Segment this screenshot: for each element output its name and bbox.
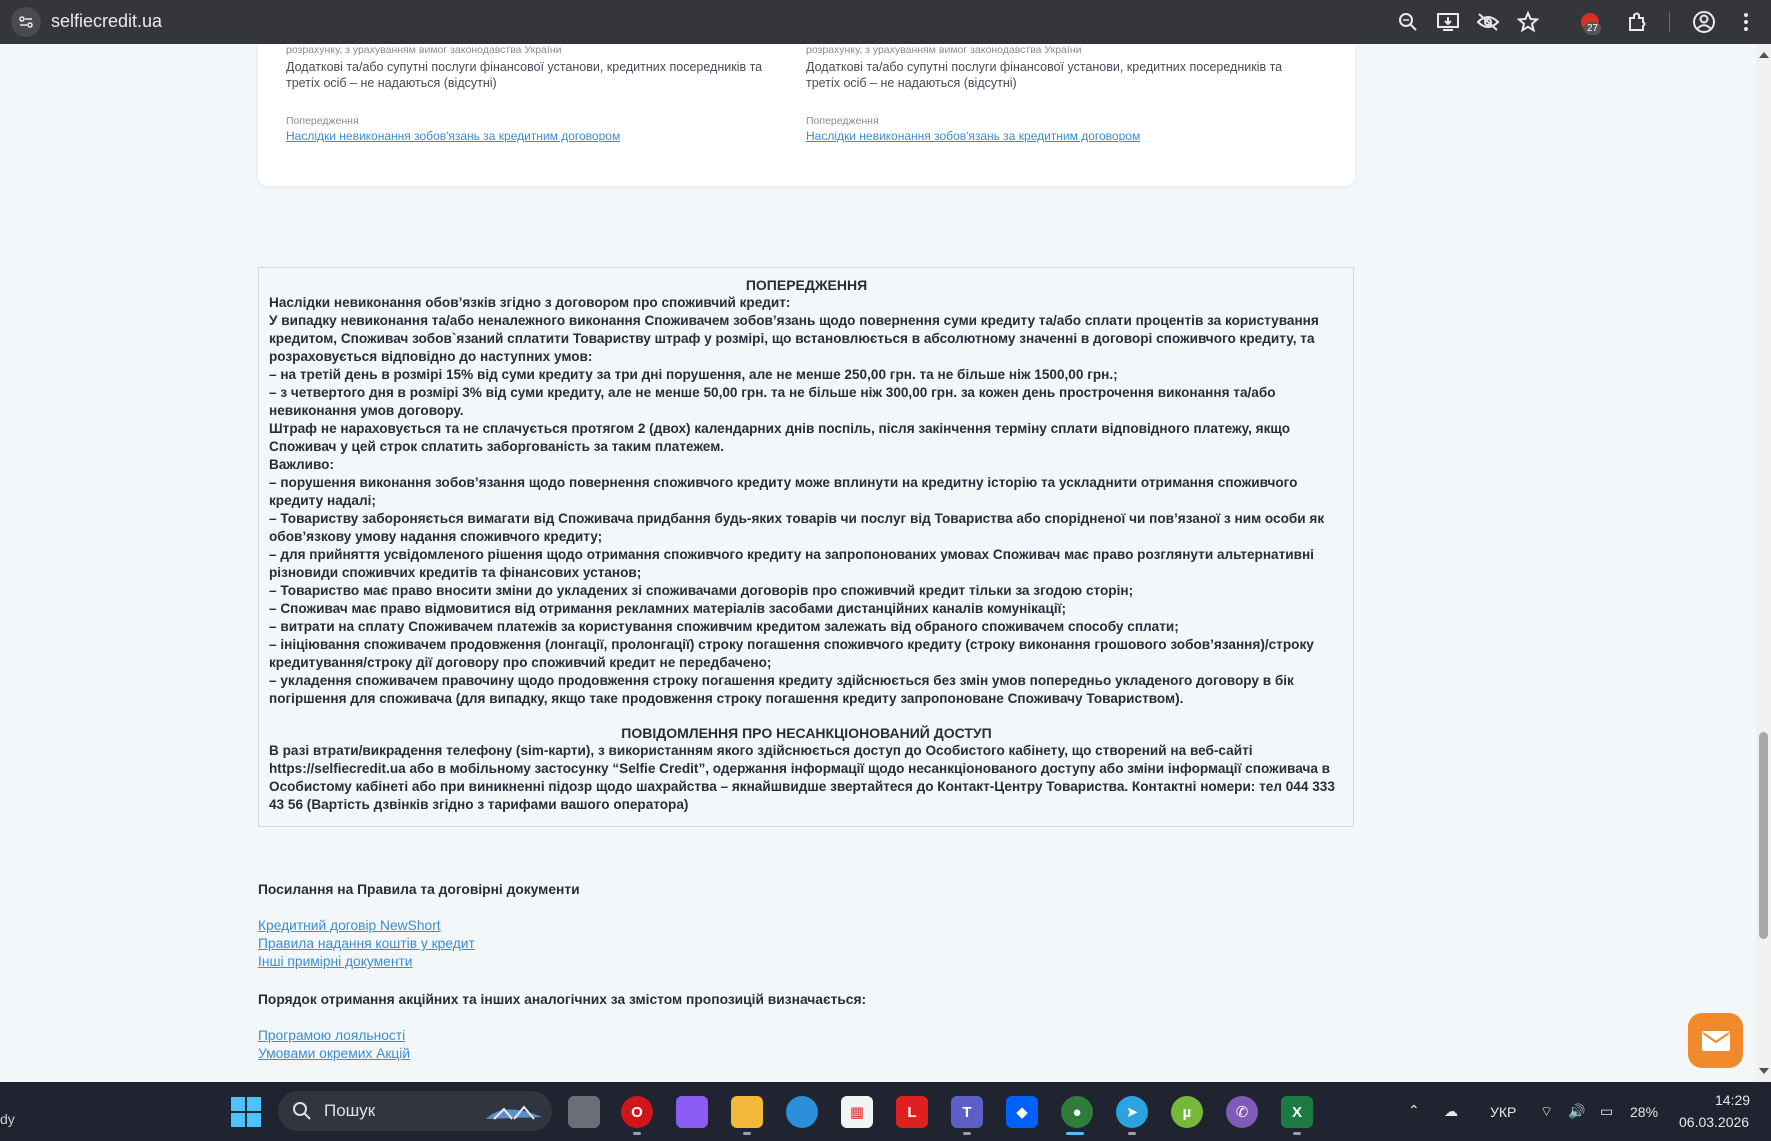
chrome-icon[interactable]: ●: [1061, 1096, 1093, 1128]
app-active-indicator: [1066, 1132, 1084, 1135]
task-view-icon[interactable]: [568, 1096, 600, 1128]
cut-off-text: розрахунку, з урахуванням вимог законодавства України: [286, 44, 562, 56]
warning-paragraph: – Товариству забороняється вимагати від Споживача придбання будь-яких товарів чи послуг від Товариства або спорідненої чи пов’язаної з ним особи як обов’язкову умову надання споживчого кредиту;: [269, 511, 1325, 544]
warning-paragraph: – Споживач має право відмовитися від отримання рекламних матеріалів засобами дистанційних каналів комунікації;: [269, 601, 1066, 616]
page-scrollbar[interactable]: [1756, 44, 1771, 1082]
unauthorized-access-text: В разі втрати/викрадення телефону (sim-карти), з використанням якого здійснюється доступ до Особистого кабінету, що створений на веб-сайті https://selfiecredit.ua або в мобільному застосунку “Selfie Credit”, одержання інформації щодо несанкціонованого доступу або зміни інформації споживача в Особистому кабінеті або при виникненні підозр щодо шахрайства – якнайшвидше звертайтеся до Контакт-Центру Товариства. Контактні номери: тел 044 333 43 56 (Вартість дзвінків згідно з тарифами вашого оператора): [269, 743, 1335, 812]
warnings-box: [258, 267, 1354, 827]
search-highlight-icon: [484, 1099, 544, 1123]
taskbar-search-box[interactable]: [278, 1091, 552, 1131]
warning-paragraph: – ініціювання споживачем продовження (лонгації, пролонгації) строку погашення споживчого кредиту (строку виконання грошового зобов’язання)/строку кредитування/строку дії договору про споживчий кредит не передбачено;: [269, 637, 1314, 670]
additional-services-text: Додаткові та/або супутні послуги фінансової установи, кредитних посередників та третіх осіб – не надаються (відсутні): [286, 60, 763, 90]
toolbar-divider: [1669, 12, 1670, 32]
offer-column-1: [286, 44, 786, 143]
warning-paragraph: Важливо:: [269, 457, 335, 472]
consequences-link[interactable]: Наслідки невиконання зобов'язань за кредитним договором: [806, 129, 1141, 143]
offer-details-card: [258, 44, 1355, 186]
mail-icon: [1701, 1030, 1731, 1052]
other-documents-link[interactable]: Інші примірні документи: [258, 954, 413, 969]
search-icon: [292, 1101, 312, 1121]
credit-rules-link[interactable]: Правила надання коштів у кредит: [258, 936, 475, 951]
warning-label: Попередження: [806, 115, 879, 127]
warnings-title: ПОПЕРЕДЖЕННЯ: [745, 277, 868, 293]
warning-paragraph: – укладення споживачем правочину щодо продовження строку погашення кредиту здійснюється без змін умов попередньо укладеного договору в бік погіршення для споживача (для випадку, якщо таке продовження строку погашення кредиту запропоноване Споживачу Товариством).: [269, 673, 1294, 706]
eye-hidden-icon[interactable]: [1475, 9, 1501, 35]
warning-paragraph: – з четвертого дня в розмірі 3% від суми кредиту, але не менше 50,00 грн. та не більше ніж 300,00 грн. за кожен день прострочення виконання та/або невиконання умов договору.: [269, 385, 1276, 418]
app-running-indicator: [963, 1132, 971, 1135]
chat-button[interactable]: [1688, 1013, 1743, 1068]
warning-paragraph: У випадку невиконання та/або неналежного виконання Споживачем зобов’язань щодо повернення суми кредиту та/або сплати процентів за користування кредитом, Споживач зобов`язаний сплатити Товариству штраф у розмірі, що встановлюється в абсолютному значенні в договорі споживчого кредиту, та розраховується відповідно до наступних умов:: [269, 313, 1319, 364]
extension-badge: 27: [1584, 22, 1601, 35]
consequences-link[interactable]: Наслідки невиконання зобов'язань за кредитним договором: [286, 129, 621, 143]
opera-icon[interactable]: O: [621, 1096, 653, 1128]
volume-icon[interactable]: 🔊: [1568, 1103, 1586, 1119]
language-indicator[interactable]: УКР: [1490, 1104, 1517, 1120]
teams-icon[interactable]: T: [951, 1096, 983, 1128]
promo-heading: Порядок отримання акційних та інших аналогічних за змістом пропозицій визначається:: [258, 992, 867, 1007]
search-placeholder: Пошук: [324, 1101, 376, 1120]
offer-column-2: [806, 44, 1306, 143]
file-explorer-icon[interactable]: [731, 1096, 763, 1128]
windows-start-icon[interactable]: [230, 1096, 262, 1128]
warning-paragraph: Штраф не нараховується та не сплачується протягом 2 (двох) календарних днів поспіль, після закінчення терміну сплати відповідного платежу, якщо Споживач у цей строк сплатить заборгованість за таким платежем.: [269, 421, 1291, 454]
viber-icon[interactable]: ✆: [1226, 1096, 1258, 1128]
menu-kebab-icon[interactable]: [1733, 9, 1759, 35]
wifi-icon[interactable]: ⌔: [1540, 1103, 1554, 1119]
copilot-icon[interactable]: [676, 1096, 708, 1128]
app-running-indicator: [633, 1132, 641, 1135]
taskbar-left-text: dy: [0, 1111, 15, 1127]
promotions-terms-link[interactable]: Умовами окремих Акцій: [258, 1046, 411, 1061]
dropbox-icon[interactable]: ◆: [1006, 1096, 1038, 1128]
scroll-down-icon[interactable]: [1759, 1068, 1769, 1074]
clock-time[interactable]: 14:29: [1715, 1092, 1751, 1108]
address-bar-url[interactable]: selfiecredit.ua: [51, 11, 163, 31]
install-app-icon[interactable]: [1435, 9, 1461, 35]
edge-icon[interactable]: [786, 1096, 818, 1128]
warning-paragraph: – для прийняття усвідомленого рішення щодо отримання споживчого кредиту на запропонованих умовах Споживач має право розглянути альтернативні різновиди споживчих кредитів та фінансових установ;: [269, 547, 1314, 580]
clock-date[interactable]: 06.03.2026: [1679, 1114, 1750, 1130]
utorrent-icon[interactable]: µ: [1171, 1096, 1203, 1128]
browser-toolbar: [0, 0, 1771, 44]
credit-agreement-link[interactable]: Кредитний договір NewShort: [258, 918, 441, 933]
loyalty-program-link[interactable]: Програмою лояльності: [258, 1028, 406, 1043]
battery-icon[interactable]: ▭: [1600, 1103, 1614, 1119]
excel-icon[interactable]: X: [1281, 1096, 1313, 1128]
additional-services-text: Додаткові та/або супутні послуги фінансової установи, кредитних посередників та третіх осіб – не надаються (відсутні): [806, 60, 1283, 90]
extensions-puzzle-icon[interactable]: [1624, 9, 1650, 35]
profile-icon[interactable]: [1691, 9, 1717, 35]
battery-percent: 28%: [1630, 1104, 1659, 1120]
tray-chevron-icon[interactable]: ⌃: [1408, 1102, 1420, 1118]
warning-paragraph: Наслідки невиконання обов’язків згідно з договором про споживчий кредит:: [269, 295, 791, 310]
scroll-thumb[interactable]: [1759, 732, 1768, 939]
warning-paragraph: – Товариство має право вносити зміни до укладених зі споживачами договорів про споживчий кредит тільки за згодою сторін;: [269, 583, 1134, 598]
warning-paragraph: – на третій день в розмірі 15% від суми кредиту за три дні порушення, але не менше 250,00 грн. та не більше ніж 1500,00 грн.;: [269, 367, 1118, 382]
documents-heading: Посилання на Правила та договірні документи: [258, 882, 580, 897]
site-info-icon[interactable]: [11, 7, 41, 37]
app-running-indicator: [1128, 1132, 1136, 1135]
app-running-indicator: [1293, 1132, 1301, 1135]
telegram-icon[interactable]: ➤: [1116, 1096, 1148, 1128]
scroll-up-icon[interactable]: [1759, 52, 1769, 58]
microsoft-store-icon[interactable]: ▦: [841, 1096, 873, 1128]
l-app-icon[interactable]: L: [896, 1096, 928, 1128]
warning-label: Попередження: [286, 115, 359, 127]
onedrive-icon[interactable]: ☁: [1444, 1103, 1458, 1119]
warning-paragraph: – витрати на сплату Споживачем платежів за користування споживчим кредитом залежать від обраного споживачем способу сплати;: [269, 619, 1179, 634]
zoom-icon[interactable]: [1395, 9, 1421, 35]
warning-paragraph: – порушення виконання зобов’язання щодо повернення споживчого кредиту може вплинути на кредитну історію та ускладнити отримання споживчого кредиту надалі;: [269, 475, 1298, 508]
app-running-indicator: [743, 1132, 751, 1135]
unauthorized-access-title: ПОВІДОМЛЕННЯ ПРО НЕСАНКЦІОНОВАНИЙ ДОСТУП: [621, 725, 992, 741]
cut-off-text: розрахунку, з урахуванням вимог законодавства України: [806, 44, 1082, 56]
bookmark-star-icon[interactable]: [1515, 9, 1541, 35]
